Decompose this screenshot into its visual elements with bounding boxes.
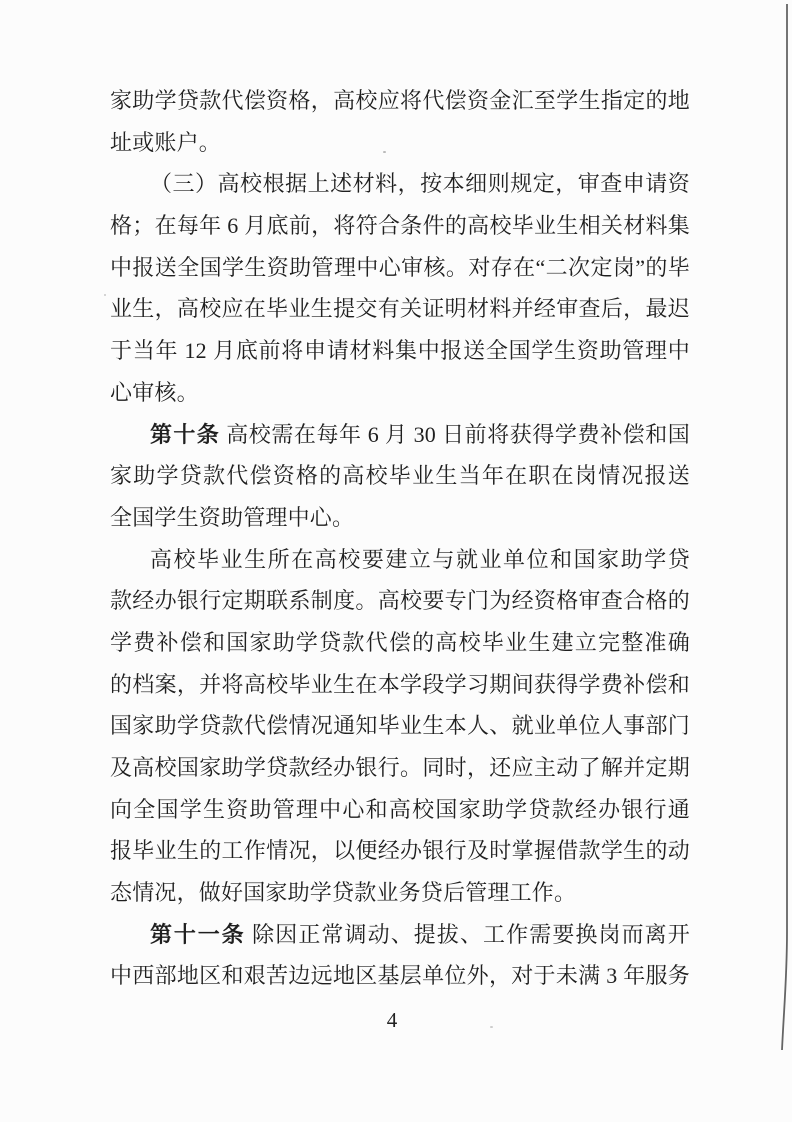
text-line xyxy=(110,455,690,497)
text-line xyxy=(110,372,690,414)
text-line xyxy=(110,622,690,664)
text-line xyxy=(110,789,690,831)
line-text: 中西部地区和艰苦边远地区基层单位外，对于未满 3 年服务 xyxy=(110,963,690,989)
line-text: 高校毕业生所在高校要建立与就业单位和国家助学贷 xyxy=(150,546,690,572)
scan-speck xyxy=(383,151,386,153)
line-text: 中报送全国学生资助管理中心审核。对存在“二次定岗”的毕 xyxy=(110,254,690,280)
article-number: 第十一条 xyxy=(150,921,246,947)
line-text: 及高校国家助学贷款经办银行。同时，还应主动了解并定期 xyxy=(110,755,690,780)
text-line xyxy=(110,80,690,122)
line-text: 报毕业生的工作情况，以便经办银行及时掌握借款学生的动 xyxy=(110,838,690,864)
line-text: 心审核。 xyxy=(110,379,199,405)
text-line xyxy=(110,288,690,330)
text-line xyxy=(110,705,690,747)
line-text: 态情况，做好国家助学贷款业务贷后管理工作。 xyxy=(110,880,577,906)
text-line xyxy=(110,580,690,622)
text-line xyxy=(110,247,690,289)
line-text: 除因正常调动、提拔、工作需要换岗而离开 xyxy=(245,921,690,947)
line-text: 业生，高校应在毕业生提交有关证明材料并经审查后，最迟 xyxy=(110,296,690,322)
text-line xyxy=(110,872,690,914)
text-line xyxy=(110,497,690,539)
line-text: 于当年 12 月底前将申请材料集中报送全国学生资助管理中 xyxy=(110,338,690,364)
document-body xyxy=(110,80,690,997)
text-line xyxy=(110,955,690,997)
line-text: 家助学贷款代偿资格的高校毕业生当年在职在岗情况报送 xyxy=(110,463,690,489)
line-text: 高校需在每年 6 月 30 日前将获得学费补偿和国 xyxy=(220,421,690,447)
scan-edge-line xyxy=(778,2,792,1062)
text-line xyxy=(110,539,690,581)
text-line xyxy=(110,163,690,205)
line-text: 全国学生资助管理中心。 xyxy=(110,504,355,530)
article-number: 第十条 xyxy=(150,421,221,447)
line-text: 的档案，并将高校毕业生在本学段学习期间获得学费补偿和 xyxy=(110,671,690,697)
scan-speck xyxy=(104,294,106,296)
line-text: 家助学贷款代偿资格，高校应将代偿资金汇至学生指定的地 xyxy=(110,88,690,113)
line-text: （三）高校根据上述材料，按本细则规定，审查申请资 xyxy=(150,171,690,197)
text-line xyxy=(110,914,690,956)
line-text: 国家助学贷款代偿情况通知毕业生本人、就业单位人事部门 xyxy=(110,713,690,739)
text-line xyxy=(110,664,690,706)
text-line xyxy=(110,330,690,372)
text-line xyxy=(110,122,690,164)
line-text: 向全国学生资助管理中心和高校国家助学贷款经办银行通 xyxy=(110,796,690,822)
page-number: 4 xyxy=(386,1008,398,1032)
text-line xyxy=(110,747,690,789)
text-line xyxy=(110,414,690,456)
text-line xyxy=(110,830,690,872)
line-text: 址或账户。 xyxy=(110,129,222,155)
text-line xyxy=(110,205,690,247)
line-text: 学费补偿和国家助学贷款代偿的高校毕业生建立完整准确 xyxy=(110,629,690,655)
scan-speck xyxy=(490,1026,493,1028)
line-text: 款经办银行定期联系制度。高校要专门为经资格审查合格的 xyxy=(110,588,690,614)
line-text: 格；在每年 6 月底前，将符合条件的高校毕业生相关材料集 xyxy=(110,213,690,239)
